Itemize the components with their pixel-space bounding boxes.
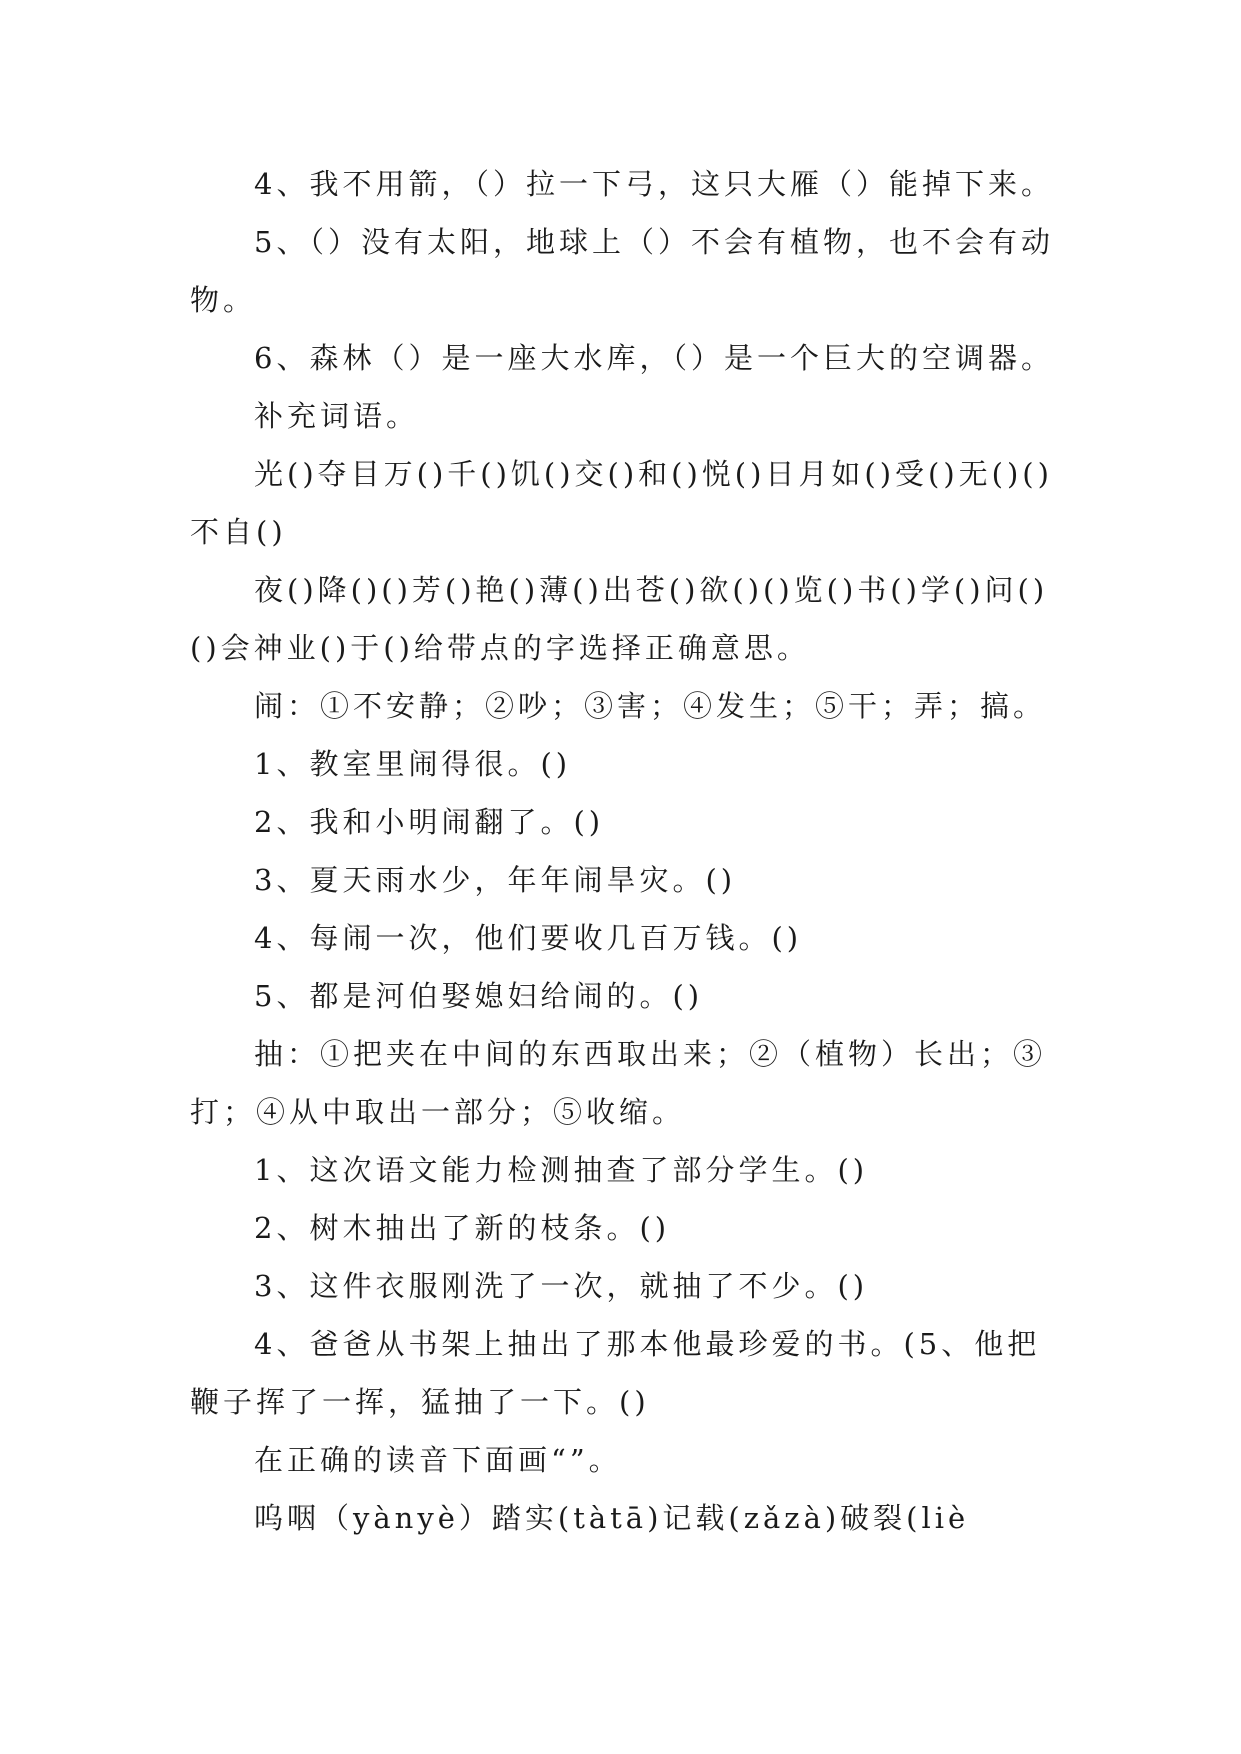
chou-question-1: 1、这次语文能力检测抽查了部分学生。() [254,1153,869,1187]
chou-definitions: 抽：①把夹在中间的东西取出来；②（植物）长出；③打；④从中取出一部分；⑤收缩。 [190,1037,1047,1129]
question-5-connectives: 5、（）没有太阳，地球上（）不会有植物，也不会有动物。 [190,225,1054,317]
pronunciation-line: 呜咽（yànyè）踏实(tàtā)记载(zǎzà)破裂(liè [254,1501,970,1535]
document-body [190,155,1070,1547]
nao-question-1: 1、教室里闹得很。() [254,747,572,781]
question-6-connectives: 6、森林（）是一座大水库，（）是一个巨大的空调器。 [254,341,1054,375]
section-title-fill-words: 补充词语。 [254,399,420,433]
fill-words-line-2: 夜()降()()芳()艳()薄()出苍()欲()()览()书()学()问()()会神业()于()给带点的字选择正确意思。 [190,573,1049,665]
fill-words-line-1: 光()夺目万()千()饥()交()和()悦()日月如()受()无()()不自() [190,457,1053,549]
chou-question-4-5: 4、爸爸从书架上抽出了那本他最珍爱的书。(5、他把鞭子挥了一挥，猛抽了一下。() [190,1327,1041,1419]
chou-question-2: 2、树木抽出了新的枝条。() [254,1211,671,1245]
section-title-pronunciation: 在正确的读音下面画“”。 [254,1443,622,1477]
question-4-connectives: 4、我不用箭，（）拉一下弓，这只大雁（）能掉下来。 [254,167,1054,201]
nao-definitions: 闹：①不安静；②吵；③害；④发生；⑤干；弄；搞。 [254,689,1047,723]
nao-question-4: 4、每闹一次，他们要收几百万钱。() [254,921,803,955]
nao-question-3: 3、夏天雨水少，年年闹旱灾。() [254,863,737,897]
chou-question-3: 3、这件衣服刚洗了一次，就抽了不少。() [254,1269,869,1303]
nao-question-2: 2、我和小明闹翻了。() [254,805,605,839]
nao-question-5: 5、都是河伯娶媳妇给闹的。() [254,979,704,1013]
